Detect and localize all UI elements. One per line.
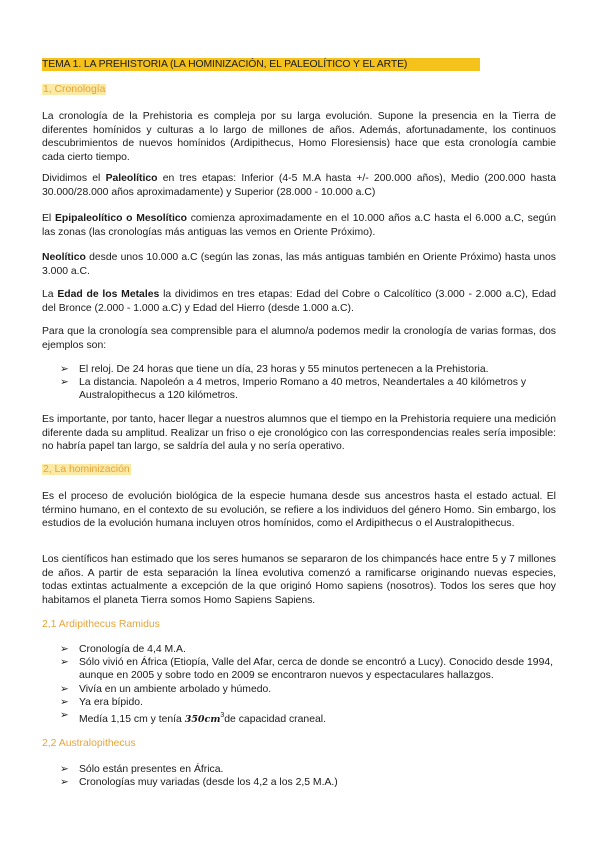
list-item: ➢ Ya era bípido. (60, 696, 143, 708)
list-item: ➢ Medía 1,15 cm y tenía $350cm^3de$ capacidad craneal. (60, 710, 326, 726)
arrow-bullet-icon: ➢ (60, 777, 69, 789)
list-item: ➢ Cronología de 4,4 M.A. (60, 644, 186, 655)
section-heading-cronologia: 1, Cronología (43, 84, 106, 95)
paragraph-mesolitico: El Epipaleolítico o Mesolítico comienza aproximadamente en el 10.000 años a.C hasta el 6.000 a.C, según las zonas (las cronologías más antiguas las vemos en Oriente Próximo). (42, 213, 556, 238)
paragraph-importancia-tiempo: Es importante, por tanto, hacer llegar a nuestros alumnos que el tiempo en la Prehistoria requiere una medición diferente dada su amplitud. Realizar un friso o eje cronológico con las correspondencias reales sería imposible: no habría papel tan largo, se saldría del aula y no sería operativo. (42, 414, 556, 452)
list-cronologia-ejemplos (60, 363, 558, 403)
paragraph-hominizacion-definicion: Es el proceso de evolución biológica de la especie humana desde sus ancestros hasta el estado actual. El término humano, en el contexto de su evolución, se refiere a los individuos del género Homo. Sin embargo, los estudios de la evolución humana incluyen otros homínidos, como el Ardipithecus o el Australopithecus. (42, 491, 556, 529)
term-neolitico: Neolítico (42, 252, 86, 263)
term-paleolitico: Paleolítico (105, 173, 158, 184)
paragraph-neolitico: Neolítico desde unos 10.000 a.C (según las zonas, las más antiguas también en Oriente Próximo) hasta unos 3.000 a.C. (42, 252, 556, 277)
paragraph-medir-cronologia: Para que la cronología sea comprensible para el alumno/a podemos medir la cronología de varias formas, dos ejemplos son: (42, 326, 556, 351)
arrow-bullet-icon: ➢ (60, 657, 69, 669)
term-edad-metales: Edad de los Metales (57, 289, 160, 300)
arrow-bullet-icon: ➢ (60, 696, 69, 708)
list-item: ➢ La distancia. Napoleón a 4 metros, Imperio Romano a 40 metros, Neandertales a 40 kilómetros y Australopithecus a 120 kilómetros. (60, 377, 527, 402)
list-ardipithecus (60, 643, 558, 726)
list-item: ➢ El reloj. De 24 horas que tiene un día, 23 horas y 55 minutos pertenecen a la Prehistoria. (60, 364, 489, 375)
list-australopithecus (60, 763, 558, 789)
craneal-capacity-value: 350cm (184, 714, 221, 726)
section-heading-hominizacion: 2, La hominización (43, 464, 130, 475)
arrow-bullet-icon: ➢ (60, 764, 69, 775)
list-item: ➢ Sólo están presentes en África. (60, 764, 224, 775)
arrow-bullet-icon: ➢ (60, 364, 69, 375)
arrow-bullet-icon: ➢ (60, 683, 69, 695)
term-mesolitico: Epipaleolítico o Mesolítico (54, 213, 188, 224)
arrow-bullet-icon: ➢ (60, 644, 69, 655)
list-item: ➢ Vivía en un ambiente arbolado y húmedo. (60, 683, 272, 695)
arrow-bullet-icon: ➢ (60, 377, 69, 389)
superscript-cubed: 3 (220, 712, 225, 720)
paragraph-cientificos: Los científicos han estimado que los seres humanos se separaron de los chimpancés hace entre 5 y 7 millones de años. A partir de esta separación la línea evolutiva comenzó a ramificarse originando nuevas especies, todas extintas actualmente a excepción de la que originó Homo sapiens (nosotros). Todos los seres que hoy habitamos el planeta Tierra somos Homo Sapiens Sapiens. (42, 554, 556, 606)
paragraph-edad-metales: La Edad de los Metales la dividimos en tres etapas: Edad del Cobre o Calcolítico (3.000 - 2.000 a.C), Edad del Bronce (2.000 - 1.000 a.C) y Edad del Hierro (desde 1.000 a.C). (42, 289, 556, 314)
list-item: ➢ Sólo vivió en África (Etiopía, Valle del Afar, cerca de donde se encontró a Lucy). Conocido desde 1994, aunque en 2005 y sobre todo en 2009 se encontraron nuevos y espectaculares hallazgos. (60, 657, 554, 682)
arrow-bullet-icon: ➢ (60, 710, 69, 722)
document-title: TEMA 1. LA PREHISTORIA (LA HOMINIZACIÓN, EL PALEOLÍTICO Y EL ARTE) (42, 58, 480, 71)
paragraph-cronologia-intro: La cronología de la Prehistoria es compleja por su larga evolución. Supone la presencia en la Tierra de diferentes homínidos y culturas a lo largo de millones de años. Además, afortunadamente, los continuos descubrimientos de nuevos homínidos (Ardipithecus, Homo Floresiensis) hace que esta cronología cambie cada cierto tiempo. (42, 111, 556, 163)
subsection-heading-australopithecus: 2,2 Australopithecus (42, 738, 136, 749)
paragraph-paleolitico: Dividimos el Paleolítico en tres etapas: Inferior (4-5 M.A hasta +/- 200.000 años), Medio (200.000 hasta 30.000/28.000 años aproximadamente) y Superior (28.000 - 10.000 a.C) (42, 173, 557, 198)
subsection-heading-ardipithecus: 2,1 Ardipithecus Ramidus (42, 619, 160, 630)
list-item: ➢ Cronologías muy variadas (desde los 4,2 a los 2,5 M.A.) (60, 777, 338, 789)
